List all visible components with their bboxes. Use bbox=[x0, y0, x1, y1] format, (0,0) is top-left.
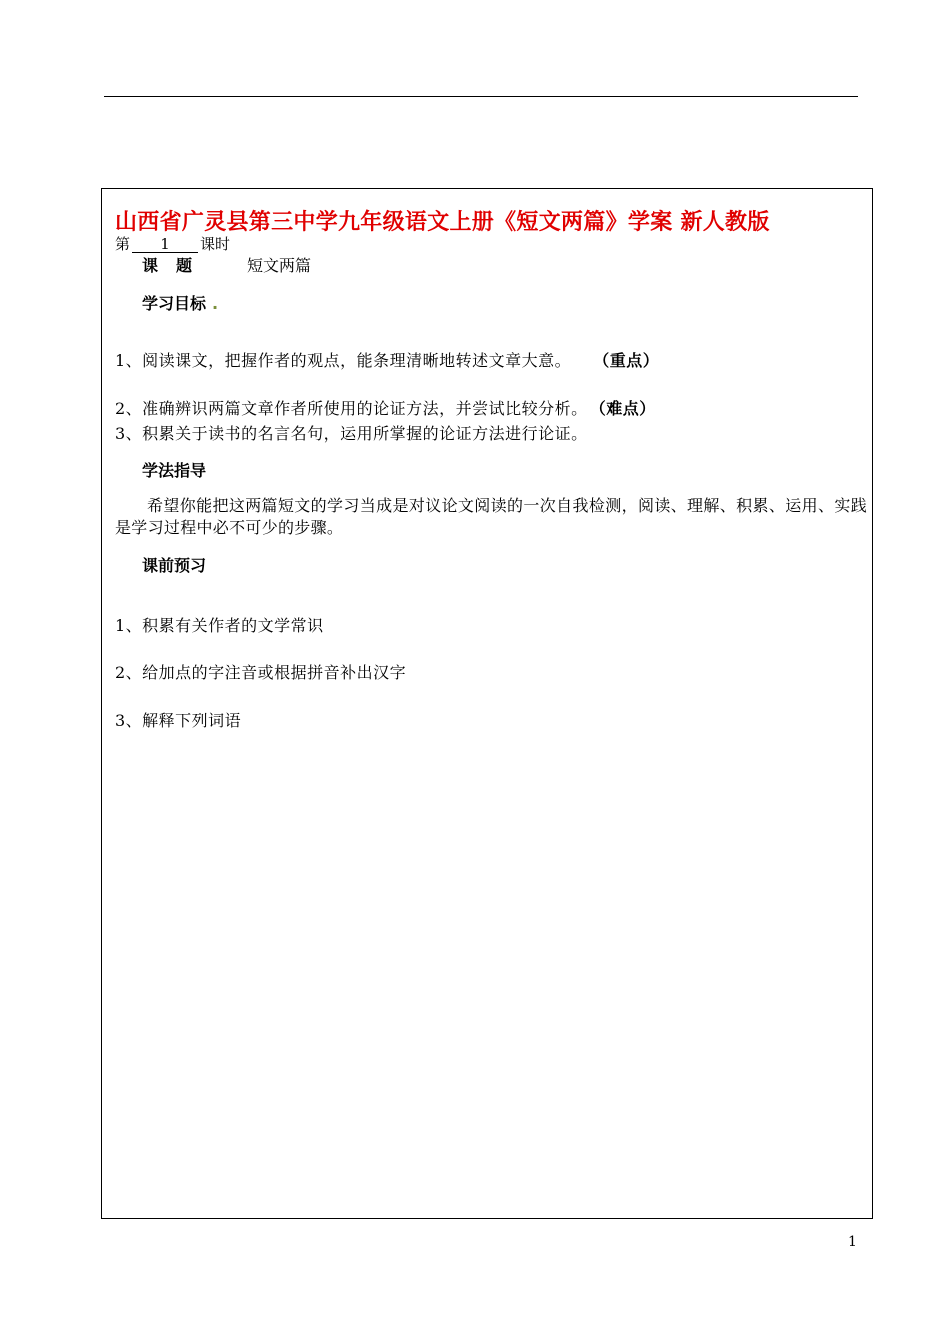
objective-tag: （重点） bbox=[601, 351, 660, 370]
objectives-heading bbox=[142, 291, 218, 314]
objective-tag: （难点） bbox=[597, 399, 656, 418]
objective-item-3 bbox=[115, 421, 588, 444]
worksheet-frame bbox=[101, 188, 873, 1219]
topic-label: 课 题 bbox=[142, 256, 194, 275]
lesson-prefix: 第 bbox=[115, 235, 131, 253]
objective-text: 1、阅读课文，把握作者的观点，能条理清晰地转述文章大意。 bbox=[115, 351, 572, 370]
header-rule bbox=[104, 96, 858, 97]
method-heading: 学法指导 bbox=[142, 461, 207, 480]
lesson-number: 1 bbox=[132, 237, 198, 253]
objective-text: 3、积累关于读书的名言名句，运用所掌握的论证方法进行论证。 bbox=[115, 424, 588, 443]
method-paragraph: 希望你能把这两篇短文的学习当成是对议论文阅读的一次自我检测，阅读、理解、积累、运用、实践是学习过程中必不可少的步骤。 bbox=[115, 496, 867, 537]
topic-value: 短文两篇 bbox=[247, 256, 312, 275]
objective-item-1 bbox=[115, 348, 659, 371]
lesson-suffix: 课时 bbox=[200, 235, 231, 253]
preview-item-3: 3、解释下列词语 bbox=[115, 711, 242, 730]
lesson-line bbox=[115, 233, 230, 254]
objectives-heading-text: 学习目标 bbox=[142, 294, 207, 313]
objective-text: 2、准确辨识两篇文章作者所使用的论证方法，并尝试比较分析。 bbox=[115, 399, 588, 418]
document-title: 山西省广灵县第三中学九年级语文上册《短文两篇》学案 新人教版 bbox=[115, 209, 770, 235]
preview-item-1: 1、积累有关作者的文学常识 bbox=[115, 616, 324, 635]
preview-item-2: 2、给加点的字注音或根据拼音补出汉字 bbox=[115, 663, 407, 682]
page-number: 1 bbox=[848, 1234, 857, 1250]
preview-heading: 课前预习 bbox=[142, 556, 207, 575]
objectives-dot: . bbox=[212, 294, 219, 313]
objective-item-2 bbox=[115, 396, 656, 419]
